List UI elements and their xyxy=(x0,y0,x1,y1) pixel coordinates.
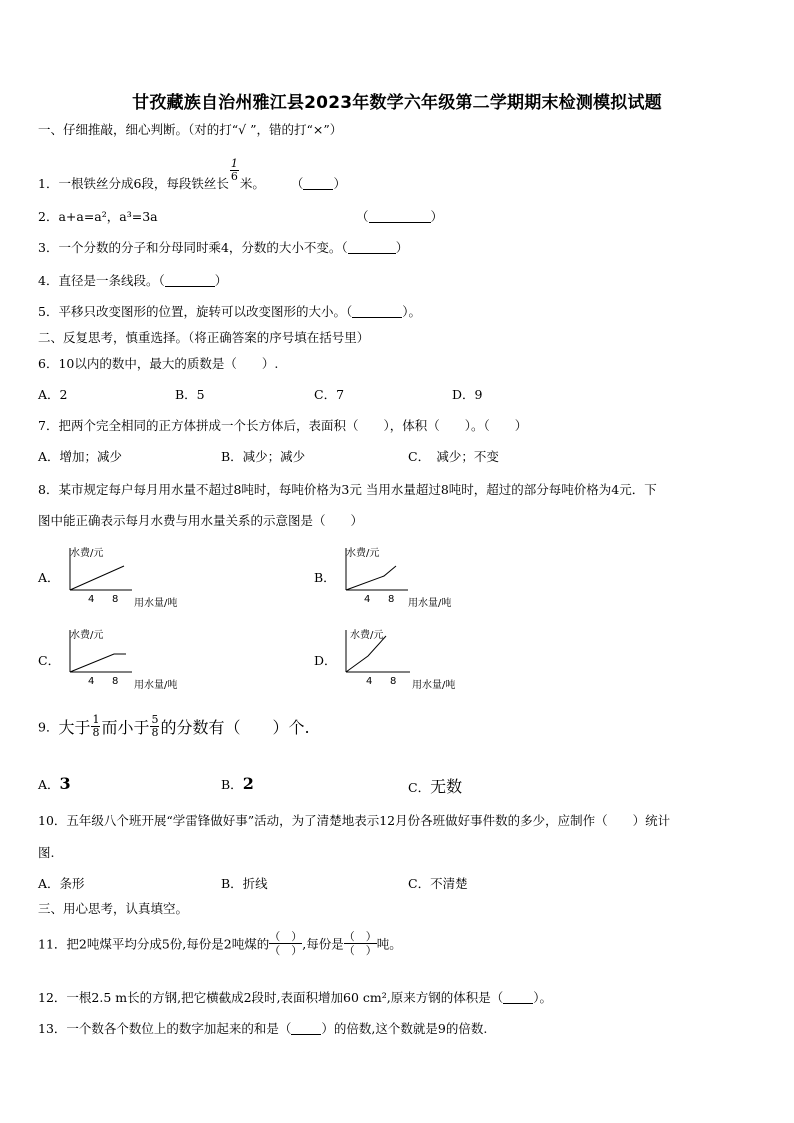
section2-heading: 二、反复思考，慎重选择。（将正确答案的序号填在括号里） xyxy=(38,330,370,345)
section1-heading: 一、仔细推敲，细心判断。（对的打“√ ”，错的打“×”） xyxy=(38,122,343,137)
question-7: 7．把两个完全相同的正方体拼成一个长方体后，表面积（ ），体积（ ）。（ ） xyxy=(38,418,528,433)
q8-option-c[interactable]: C． xyxy=(38,653,61,668)
q12-answer-blank[interactable] xyxy=(503,991,533,1004)
question-5: 5．平移只改变图形的位置，旋转可以改变图形的大小。（ ）。 xyxy=(38,304,421,319)
question-13: 13．一个数各个数位上的数字加起来的和是（ ）的倍数,这个数就是9的倍数. xyxy=(38,1021,488,1036)
q7-option-c[interactable]: C． 减少；不变 xyxy=(408,449,499,464)
q9-option-c[interactable]: C．无数 xyxy=(408,777,463,796)
y-axis-label: 水费/元 xyxy=(350,630,384,641)
tick-8: 8 xyxy=(112,594,119,605)
chart-b-data-line xyxy=(346,566,396,590)
q6-option-c[interactable]: C．7 xyxy=(314,387,345,402)
tick-4: 4 xyxy=(364,594,371,605)
fraction-one-eighth: $\frac{1}{8}$ xyxy=(92,713,100,739)
chart-c xyxy=(64,624,214,694)
tick-4: 4 xyxy=(366,676,373,687)
chart-a-data-line xyxy=(70,566,124,590)
x-axis-label: 用水量/吨 xyxy=(134,598,178,609)
question-4: 4．直径是一条线段。（ ） xyxy=(38,273,228,288)
answer-paren-2[interactable]: （ ） xyxy=(356,209,444,224)
question-10-line1: 10．五年级八个班开展“学雷锋做好事”活动，为了清楚地表示12月份各班做好事件数的多少，应制作（ ）统计 xyxy=(38,813,671,828)
q10-option-c[interactable]: C．不清楚 xyxy=(408,876,468,891)
x-axis-label: 用水量/吨 xyxy=(134,680,178,691)
q7-option-a[interactable]: A．增加；减少 xyxy=(38,449,123,464)
section3-heading: 三、用心思考，认真填空。 xyxy=(38,901,189,916)
chart-c-data-line xyxy=(70,654,126,672)
question-8-line1: 8．某市规定每户每月用水量不超过8吨时，每吨价格为3元 当用水量超过8吨时，超过的部分每吨价格为4元．下 xyxy=(38,482,657,497)
question-3: 3．一个分数的分子和分母同时乘4，分数的大小不变。（ ） xyxy=(38,240,409,255)
y-axis-label: 水费/元 xyxy=(346,548,380,559)
q10-option-b[interactable]: B．折线 xyxy=(221,876,268,891)
q9-option-a[interactable]: A．3 xyxy=(38,774,71,793)
q8-option-a[interactable]: A． xyxy=(38,570,60,585)
q11-answer-fraction-1[interactable]: （ ） （ ） xyxy=(269,930,303,957)
q6-option-b[interactable]: B．5 xyxy=(175,387,205,402)
answer-paren-5[interactable]: （ ）。 xyxy=(345,304,421,319)
question-6: 6．10以内的数中，最大的质数是（ ）. xyxy=(38,356,279,371)
tick-8: 8 xyxy=(388,594,395,605)
question-10-line2: 图. xyxy=(38,845,55,860)
chart-d xyxy=(340,624,490,694)
question-12: 12．一根2.5 m长的方钢,把它横截成2段时,表面积增加60 cm²,原来方钢的体积是（ ）。 xyxy=(38,990,552,1005)
answer-paren-1[interactable]: （ ） xyxy=(290,176,346,191)
fraction-five-eighths: $\frac{5}{8}$ xyxy=(151,713,159,739)
q8-option-d[interactable]: D． xyxy=(314,653,337,668)
tick-4: 4 xyxy=(88,594,95,605)
tick-8: 8 xyxy=(390,676,397,687)
y-axis-label: 水费/元 xyxy=(70,630,104,641)
x-axis-label: 用水量/吨 xyxy=(412,680,456,691)
chart-d-data-line xyxy=(346,636,386,672)
fraction-one-sixth: $\frac{1}{6}$ xyxy=(230,157,238,183)
q11-answer-fraction-2[interactable]: （ ） （ ） xyxy=(343,930,377,957)
chart-b xyxy=(340,542,490,612)
question-11: 11．把2吨煤平均分成5份,每份是2吨煤的 （ ） （ ）,每份是 （ ） （ ）吨。 xyxy=(38,930,402,957)
question-2: 2．a+a=a²，a³=3a xyxy=(38,209,158,224)
y-axis-label: 水费/元 xyxy=(70,548,104,559)
answer-paren-3[interactable]: （ ） xyxy=(341,240,409,255)
answer-paren-4[interactable]: （ ） xyxy=(158,273,228,288)
tick-8: 8 xyxy=(112,676,119,687)
x-axis-label: 用水量/吨 xyxy=(408,598,452,609)
q9-option-b[interactable]: B．2 xyxy=(221,774,254,793)
question-8-line2: 图中能正确表示每月水费与用水量关系的示意图是（ ） xyxy=(38,513,364,528)
chart-a xyxy=(64,542,214,612)
q7-option-b[interactable]: B．减少；减少 xyxy=(221,449,306,464)
q6-option-a[interactable]: A．2 xyxy=(38,387,68,402)
q8-option-b[interactable]: B． xyxy=(314,570,336,585)
question-1: 1．一根铁丝分成6段，每段铁丝长 $\frac{1}{6}$ 米。 （ ） xyxy=(38,157,346,191)
question-9: 9．大于 $\frac{1}{8}$ 而小于 $\frac{5}{8}$ 的分数有（ ）个. xyxy=(38,713,310,739)
q13-answer-blank[interactable] xyxy=(291,1022,321,1035)
q6-option-d[interactable]: D．9 xyxy=(452,387,483,402)
q10-option-a[interactable]: A．条形 xyxy=(38,876,85,891)
tick-4: 4 xyxy=(88,676,95,687)
page-title: 甘孜藏族自治州雅江县2023年数学六年级第二学期期末检测模拟试题 xyxy=(132,93,662,113)
